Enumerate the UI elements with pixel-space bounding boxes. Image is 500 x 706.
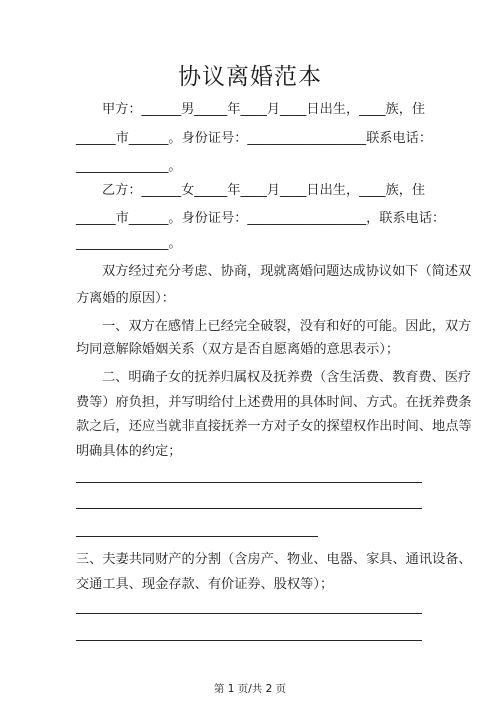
document-title: 协议离婚范本 xyxy=(178,64,322,90)
intro-line-2: 方离婚的原因）： xyxy=(76,291,175,306)
party-a-line-1: 甲方：______男_____年____月____日出生，____族，住 xyxy=(102,102,426,117)
party-a-line-3: ______________。 xyxy=(76,159,182,174)
clause-3-line-2: 交通工具、现金存款、有价证券、股权等）； xyxy=(76,577,334,592)
intro-line-1: 双方经过充分考虑、协商，现就离婚问题达成协议如下（简述双 xyxy=(102,264,472,279)
blank-line xyxy=(76,536,318,537)
clause-3-line-1: 三、夫妻共同财产的分割（含房产、物业、电器、家具、通讯设备、 xyxy=(76,552,472,567)
clause-1-line-2: 均同意解除婚姻关系（双方是否自愿离婚的意思表示）； xyxy=(76,342,400,357)
clause-1-line-1: 一、双方在感情上已经完全破裂，没有和好的可能。因此，双方 xyxy=(102,319,472,334)
party-b-line-2: ______市______。身份证号：__________________，联系电话： xyxy=(76,211,446,226)
page-number: 第 1 页/共 2 页 xyxy=(213,683,287,695)
clause-2-line-4: 明确具体的约定； xyxy=(76,444,182,459)
blank-line xyxy=(76,613,422,614)
clause-2-line-2: 费等）府负担，并写明给付上述费用的具体时间、方式。在抚养费条 xyxy=(76,395,472,410)
blank-line xyxy=(76,482,422,483)
blank-line xyxy=(76,640,422,641)
clause-2-line-1: 二、明确子女的抚养归属权及抚养费（含生活费、教育费、医疗 xyxy=(102,370,472,385)
clause-2-line-3: 款之后，还应当就非直接抚养一方对子女的探望权作出时间、地点等 xyxy=(76,419,472,434)
party-a-line-2: ______市______。身份证号：__________________联系电话： xyxy=(76,131,433,146)
party-b-line-1: 乙方：______女_____年____月____日出生，____族，住 xyxy=(102,183,426,198)
blank-line xyxy=(76,508,422,509)
party-b-line-3: ______________。 xyxy=(76,236,182,251)
